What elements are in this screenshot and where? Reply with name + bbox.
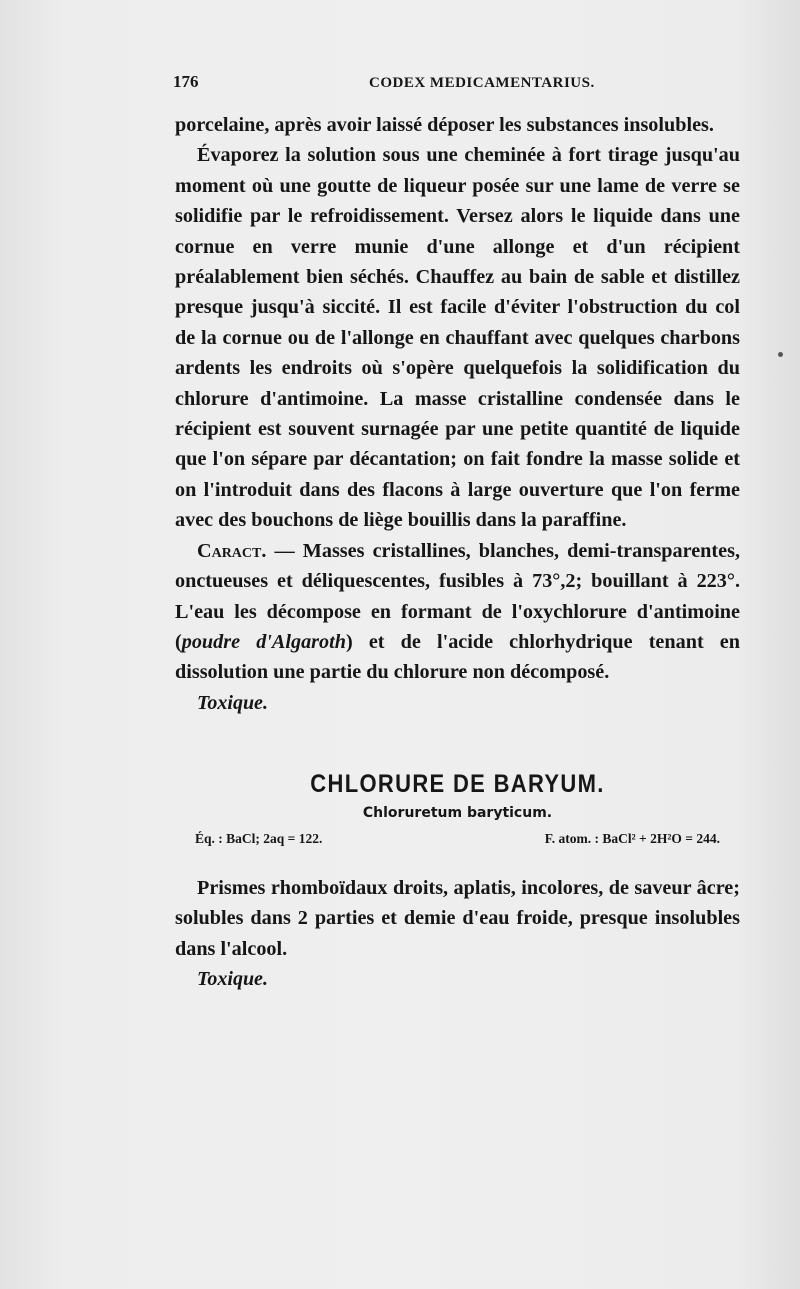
caract-text-b: ) et de l'acide chlorhydrique tenant en dissolution une partie du chlorure non décomposé.: [175, 630, 740, 684]
toxique-note-1: Toxique.: [197, 691, 268, 714]
margin-dot: [778, 352, 783, 357]
paragraph-barium-description: Prismes rhomboïdaux droits, aplatis, incolores, de saveur âcre; solubles dans 2 parties et demie d'eau froide, presque insolubles dans l'alcool.: [175, 876, 740, 960]
caract-text-a: — Masses cristallines, blanches, demi-transparentes, onctueuses et déliquescentes, fusibles à 73°,2; bouillant à 223°. L'eau les décompose en formant de l'oxychlorure d'antimoine (: [175, 539, 740, 653]
running-head: [175, 72, 740, 102]
section-title: CHLORURE DE BARYUM.: [310, 769, 605, 798]
formula-line: [195, 831, 720, 847]
page-content: [175, 72, 740, 994]
page-number: 176: [173, 72, 199, 91]
running-title: CODEX MEDICAMENTARIUS.: [369, 75, 595, 91]
paragraph-evaporation: Évaporez la solution sous une cheminée à fort tirage jusqu'au moment où une goutte de liqueur posée sur une lame de verre se solidifie par le refroidissement. Versez alors le liquide dans une cornue en verre munie d'une allonge et d'un récipient préalablement bien séchés. Chauffez au bain de sable et distillez presque jusqu'à siccité. Il est facile d'éviter l'obstruction du col de la cornue ou de l'allonge en chauffant avec quelques charbons ardents les endroits où s'opère quelquefois la solidification du chlorure d'antimoine. La masse cristalline condensée dans le récipient est souvent surnagée par une petite quantité de liquide que l'on sépare par décantation; on fait fondre la masse solide et on l'introduit dans des flacons à large ouverture que l'on ferme avec des bouchons de liège bouillis dans la paraffine.: [175, 144, 740, 532]
section-subtitle: Chloruretum baryticum.: [362, 804, 553, 821]
paragraph-continuation: porcelaine, après avoir laissé déposer les substances insolubles.: [175, 114, 714, 136]
caract-italic-term: poudre d'Algaroth: [181, 630, 346, 653]
toxique-note-2: Toxique.: [197, 967, 268, 990]
formula-equivalent: Éq. : BaCl; 2aq = 122.: [195, 830, 323, 846]
paragraph-characteristics: [175, 536, 740, 688]
formula-atomic: F. atom. : BaCl² + 2H²O = 244.: [544, 830, 720, 846]
caract-label: Caract.: [197, 539, 267, 562]
